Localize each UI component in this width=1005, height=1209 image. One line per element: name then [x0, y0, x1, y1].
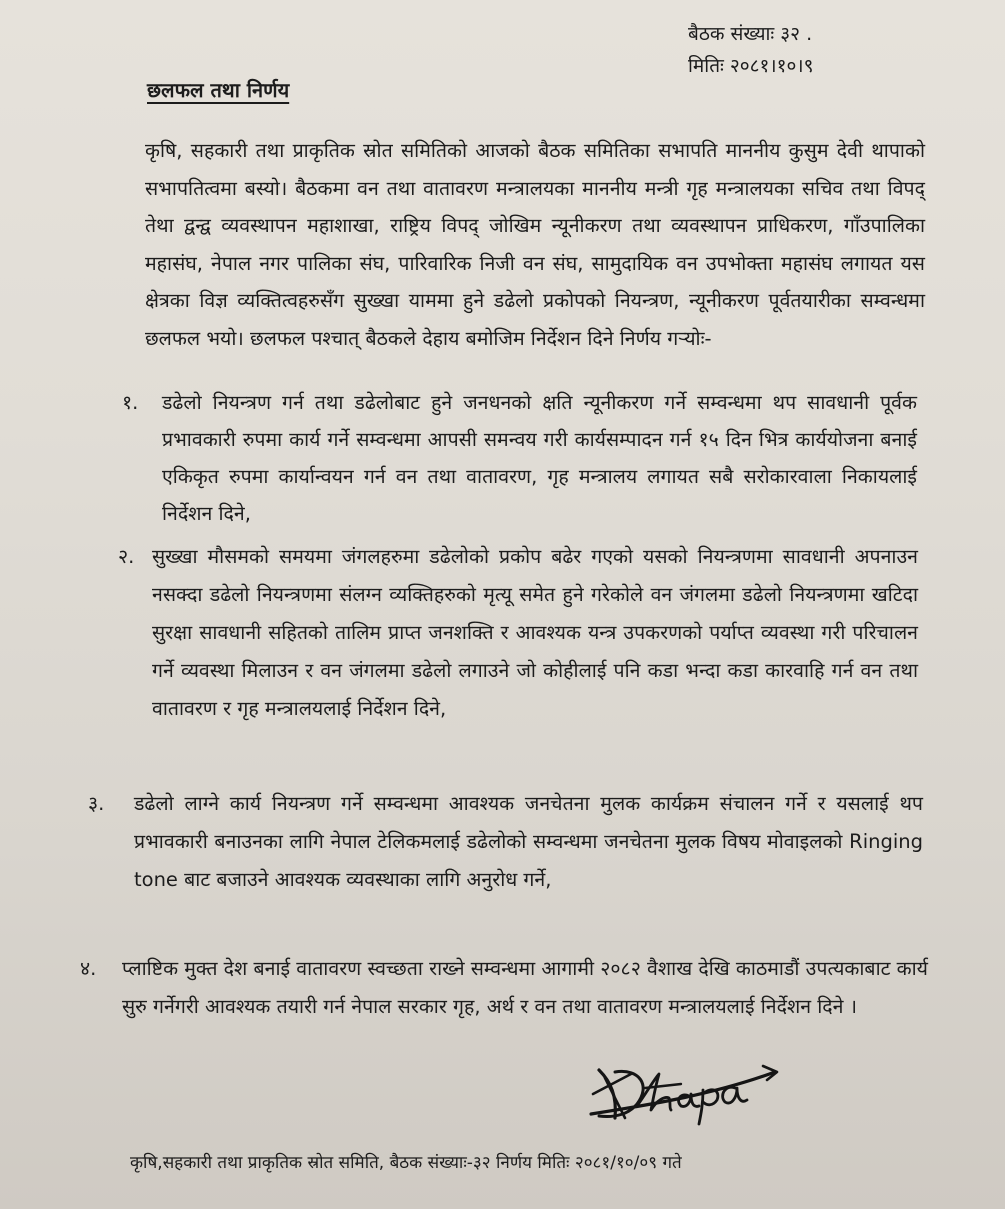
meeting-number: बैठक संख्याः ३२ . [688, 23, 813, 45]
decision-text: डढेलो नियन्त्रण गर्न तथा डढेलोबाट हुने जनधनको क्षति न्यूनीकरण गर्ने सम्वन्धमा थप सावधानी पूर्वक प्रभावकारी रुपमा कार्य गर्ने सम्वन्धमा आपसी समन्वय गरी कार्यसम्पादन गर्न १५ दिन भित्र कार्ययोजना बनाई एकिकृत रुपमा कार्यान्वयन गर्न वन तथा वातावरण, गृह मन्त्रालय लगायत सबै सरोकारवाला निकायलाई निर्देशन दिने, [162, 391, 917, 525]
decision-text: डढेलो लाग्ने कार्य नियन्त्रण गर्ने सम्वन्धमा आवश्यक जनचेतना मुलक कार्यक्रम संचालन गर्ने र यसलाई थप प्रभावकारी बनाउनका लागि नेपाल टेलिकमलाई डढेलोको सम्वन्धमा जनचेतना मुलक विषय मोवाइलको Ringing tone बाट बजाउने आवश्यक व्यवस्थाका लागि अनुरोध गर्ने, [134, 792, 923, 891]
footer-note: कृषि,सहकारी तथा प्राकृतिक स्रोत समिति, बैठक संख्याः-३२ निर्णय मितिः २०८१/१०/०९ गते [130, 1153, 682, 1173]
decision-item [80, 950, 928, 1026]
decision-number: ४. [80, 957, 97, 980]
decision-number: २. [118, 545, 135, 568]
decision-item [88, 785, 923, 899]
handwritten-signature [585, 1048, 785, 1128]
decision-item [122, 384, 917, 532]
intro-paragraph: कृषि, सहकारी तथा प्राकृतिक स्रोत समितिको आजको बैठक समितिका सभापति माननीय कुसुम देवी थापाको सभापतित्वमा बस्यो। बैठकमा वन तथा वातावरण मन्त्रालयका माननीय मन्त्री गृह मन्त्रालयका सचिव तथा विपद् तेथा द्वन्द्व व्यवस्थापन महाशाखा, राष्ट्रिय विपद् जोखिम न्यूनीकरण तथा व्यवस्थापन प्राधिकरण, गाँउपालिका महासंघ, नेपाल नगर पालिका संघ, पारिवारिक निजी वन संघ, सामुदायिक वन उपभोक्ता महासंघ लगायत यस क्षेत्रका विज्ञ व्यक्तित्वहरुसँग सुख्खा याममा हुने डढेलो प्रकोपको नियन्त्रण, न्यूनीकरण पूर्वतयारीका सम्वन्धमा छलफल भयो। छलफल पश्चात् बैठकले देहाय बमोजिम निर्देशन दिने निर्णय गर्‍योः- [145, 139, 925, 350]
decision-number: १. [122, 391, 139, 414]
meeting-meta [688, 18, 813, 82]
meeting-date: मितिः २०८१।१०।९ [688, 55, 814, 77]
decision-text: प्लाष्टिक मुक्त देश बनाई वातावरण स्वच्छता राख्ने सम्वन्धमा आगामी २०८२ वैशाख देखि काठमाडौं उपत्यकाबाट कार्य सुरु गर्नेगरी आवश्यक तयारी गर्न नेपाल सरकार गृह, अर्थ र वन तथा वातावरण मन्त्रालयलाई निर्देशन दिने । [122, 957, 928, 1018]
decision-item [118, 538, 918, 728]
page-title: छलफल तथा निर्णय [147, 78, 290, 102]
decision-number: ३. [88, 792, 105, 815]
decision-text: सुख्खा मौसमको समयमा जंगलहरुमा डढेलोको प्रकोप बढेर गएको यसको नियन्त्रणमा सावधानी अपनाउन नसक्दा डढेलो नियन्त्रणमा संलग्न व्यक्तिहरुको मृत्यू समेत हुने गरेकोले वन जंगलमा डढेलो नियन्त्रणमा खटिदा सुरक्षा सावधानी सहितको तालिम प्राप्त जनशक्ति र आवश्यक यन्त्र उपकरणको पर्याप्त व्यवस्था गरी परिचालन गर्ने व्यवस्था मिलाउन र वन जंगलमा डढेलो लगाउने जो कोहीलाई पनि कडा भन्दा कडा कारवाहि गर्न वन तथा वातावरण र गृह मन्त्रालयलाई निर्देशन दिने, [152, 545, 918, 720]
